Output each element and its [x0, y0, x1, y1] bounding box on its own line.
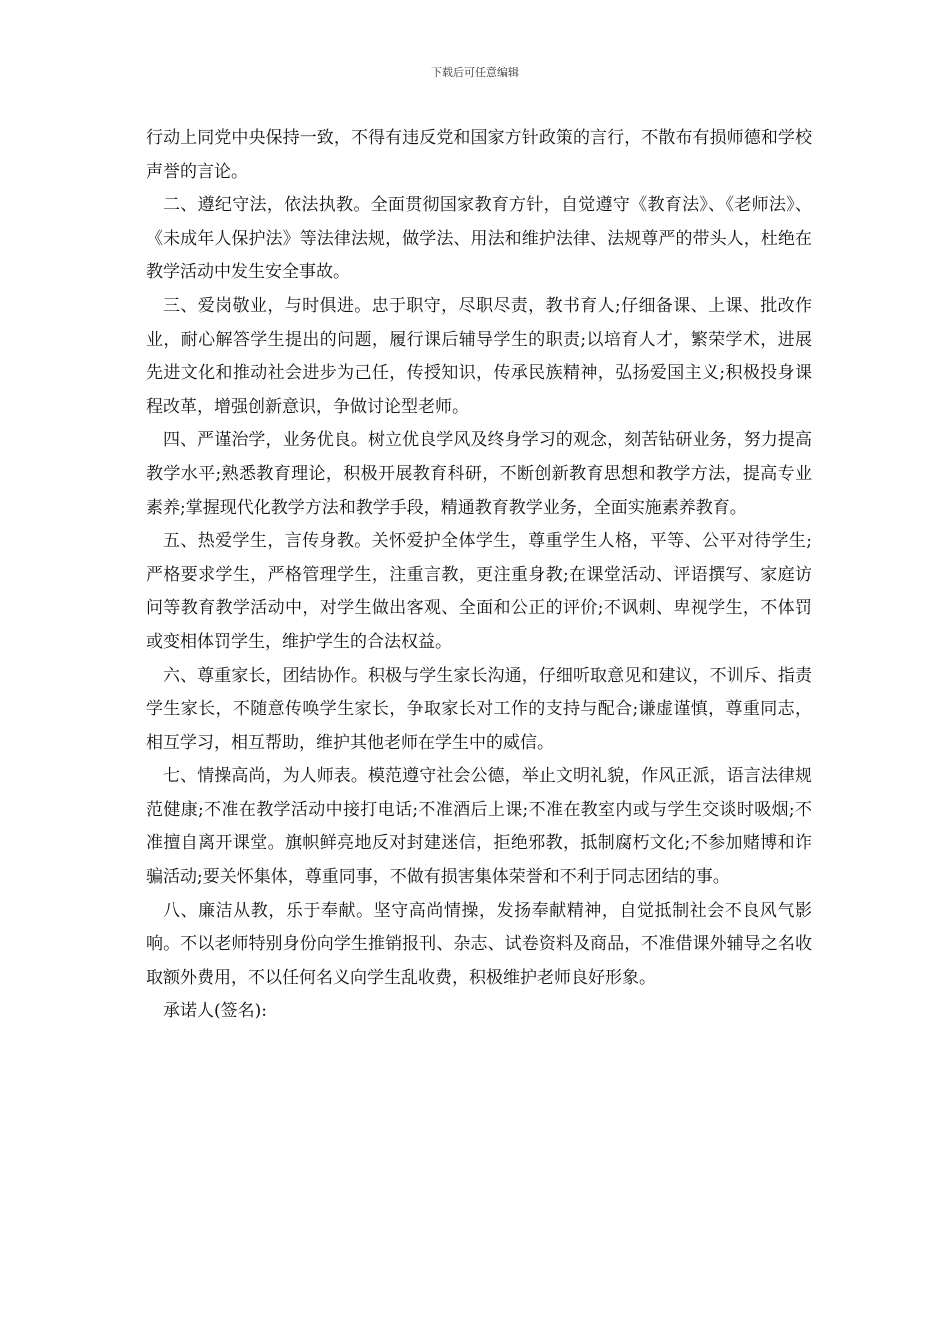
paragraph-item-4: 四、严谨治学，业务优良。树立优良学风及终身学习的观念，刻苦钻研业务，努力提高教学水平;熟悉教育理论，积极开展教育科研，不断创新教育思想和教学方法，提高专业素养;掌握现代化教学方法和教学手段，精通教育教学业务，全面实施素养教育。: [146, 430, 812, 518]
document-body: [146, 122, 812, 1029]
page-header: 下载后可任意编辑: [431, 66, 519, 79]
paragraph-item-8: 八、廉洁从教，乐于奉献。坚守高尚情操，发扬奉献精神，自觉抵制社会不良风气影响。不以老师特别身份向学生推销报刊、杂志、试卷资料及商品，不准借课外辅导之名收取额外费用，不以任何名义向学生乱收费，积极维护老师良好形象。: [146, 900, 812, 988]
paragraph-item-5: 五、热爱学生，言传身教。关怀爱护全体学生，尊重学生人格，平等、公平对待学生;严格要求学生，严格管理学生，注重言教，更注重身教;在课堂活动、评语撰写、家庭访问等教育教学活动中，对学生做出客观、全面和公正的评价;不讽刺、卑视学生，不体罚或变相体罚学生，维护学生的合法权益。: [146, 531, 812, 652]
signature-line: 承诺人(签名):: [163, 1001, 267, 1022]
paragraph-item-2: 二、遵纪守法，依法执教。全面贯彻国家教育方针，自觉遵守《教育法》、《老师法》、《未成年人保护法》等法律法规，做学法、用法和维护法律、法规尊严的带头人，杜绝在教学活动中发生安全事故。: [146, 195, 812, 283]
paragraph-item-6: 六、尊重家长，团结协作。积极与学生家长沟通，仔细听取意见和建议，不训斥、指责学生家长，不随意传唤学生家长，争取家长对工作的支持与配合;谦虚谨慎，尊重同志，相互学习，相互帮助，维护其他老师在学生中的威信。: [146, 665, 812, 753]
paragraph-continuation: 行动上同党中央保持一致，不得有违反党和国家方针政策的言行，不散布有损师德和学校声誉的言论。: [146, 128, 812, 182]
paragraph-item-3: 三、爱岗敬业，与时俱进。忠于职守，尽职尽责，教书育人;仔细备课、上课、批改作业，耐心解答学生提出的问题，履行课后辅导学生的职责;以培育人才，繁荣学术，进展先进文化和推动社会进步为己任，传授知识，传承民族精神，弘扬爱国主义;积极投身课程改革，增强创新意识，争做讨论型老师。: [146, 295, 812, 417]
paragraph-item-7: 七、情操高尚，为人师表。模范遵守社会公德，举止文明礼貌，作风正派，语言法律规范健康;不准在教学活动中接打电话;不准酒后上课;不准在教室内或与学生交谈时吸烟;不准擅自离开课堂。旗帜鲜亮地反对封建迷信，拒绝邪教，抵制腐朽文化;不参加赌博和诈骗活动;要关怀集体，尊重同事，不做有损害集体荣誉和不利于同志团结的事。: [146, 766, 812, 888]
